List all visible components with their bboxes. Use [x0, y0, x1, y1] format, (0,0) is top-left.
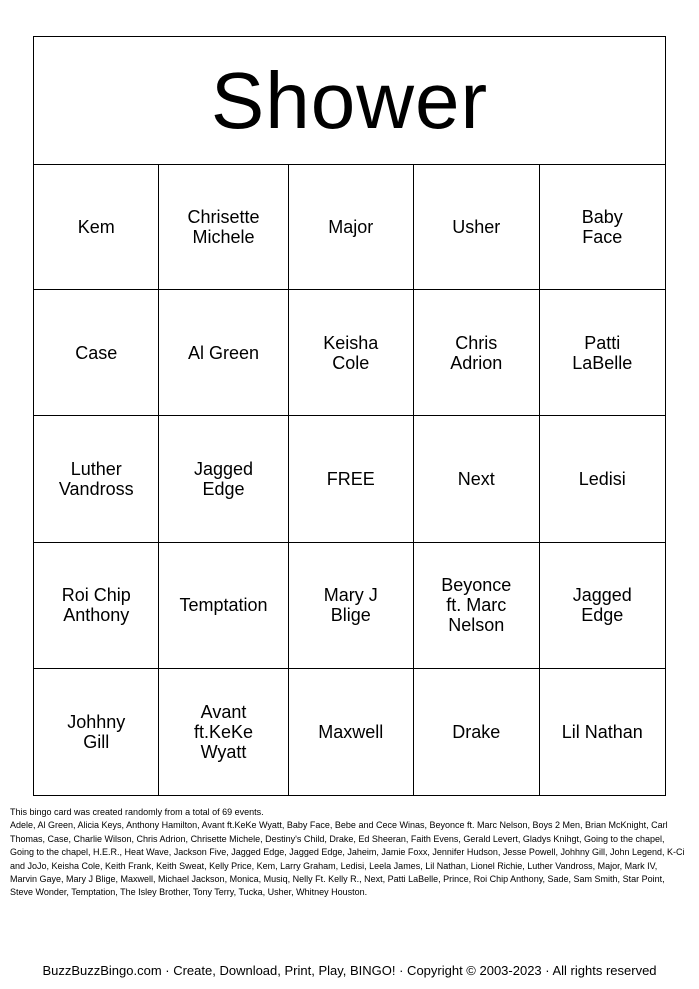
bingo-cell: Jagged Edge: [159, 416, 288, 542]
bingo-cell: Jagged Edge: [540, 543, 665, 669]
bingo-cell: Avant ft.KeKe Wyatt: [159, 669, 288, 795]
bingo-cell: Roi Chip Anthony: [34, 543, 159, 669]
bingo-cell: Drake: [414, 669, 539, 795]
bingo-cell: Temptation: [159, 543, 288, 669]
bingo-cell: Al Green: [159, 290, 288, 416]
bingo-cell: Case: [34, 290, 159, 416]
bingo-cell: Next: [414, 416, 539, 542]
bingo-cell: Major: [289, 164, 414, 290]
bingo-cell: Beyonce ft. Marc Nelson: [414, 543, 539, 669]
bingo-cell: Johhny Gill: [34, 669, 159, 795]
bingo-cell: Maxwell: [289, 669, 414, 795]
bingo-cell: Ledisi: [540, 416, 665, 542]
bingo-cell: Chris Adrion: [414, 290, 539, 416]
bingo-cell: Mary J Blige: [289, 543, 414, 669]
bingo-cell: Kem: [34, 164, 159, 290]
bingo-cell: Luther Vandross: [34, 416, 159, 542]
bingo-cell: Lil Nathan: [561, 721, 643, 742]
bingo-grid: [34, 164, 665, 795]
source-intro: This bingo card was created randomly from a total of 69 events.: [10, 807, 264, 817]
bingo-cell: Chrisette Michele: [159, 164, 288, 290]
bingo-card: [33, 36, 666, 796]
card-title: Shower: [210, 55, 489, 145]
source-events-text: [10, 806, 685, 900]
free-space-cell: FREE: [289, 416, 414, 542]
bingo-cell: Keisha Cole: [289, 290, 414, 416]
title-row: [34, 37, 665, 165]
bingo-cell: Usher: [414, 164, 539, 290]
source-list: Adele, Al Green, Alicia Keys, Anthony Hamilton, Avant ft.KeKe Wyatt, Baby Face, Bebe and Cece Winas, Beyonce ft. Marc Nelson, Boys 2 Men, Brian McKnight, Carl Thomas, Case, Charlie Wilson, Chris Adrion, Chrisette Michele, Destiny's Child, Drake, Ed Sheeran, Faith Evens, Gerald Levert, Gladys Knihgt, Going to the chapel, Going to the chapel, H.E.R., Heat Wave, Jackson Five, Jagged Edge, Jagged Edge, Jaheim, Jamie Foxx, Jennifer Hudson, Jesse Powell, Johhny Gill, John Legend, K-Ci and JoJo, Keisha Cole, Keith Frank, Keith Sweat, Kelly Price, Kem, Larry Graham, Ledisi, Leela James, Lil Nathan, Lionel Richie, Luther Vandross, Major, Mark IV, Marvin Gaye, Mary J Blige, Maxwell, Michael Jackson, Monica, Musiq, Nelly Ft. Kelly R., Next, Patti LaBelle, Prince, Roi Chip Anthony, Sade, Sam Smith, Star Point, Steve Wonder, Temptation, The Isley Brother, Tony Terry, Tucka, Usher, Whitney Houston.: [10, 820, 685, 898]
footer-copyright: BuzzBuzzBingo.com · Create, Download, Print, Play, BINGO! · Copyright © 2003-2023 · All rights reserved: [42, 963, 657, 978]
bingo-cell: Patti LaBelle: [540, 290, 665, 416]
bingo-cell: Baby Face: [540, 164, 665, 290]
